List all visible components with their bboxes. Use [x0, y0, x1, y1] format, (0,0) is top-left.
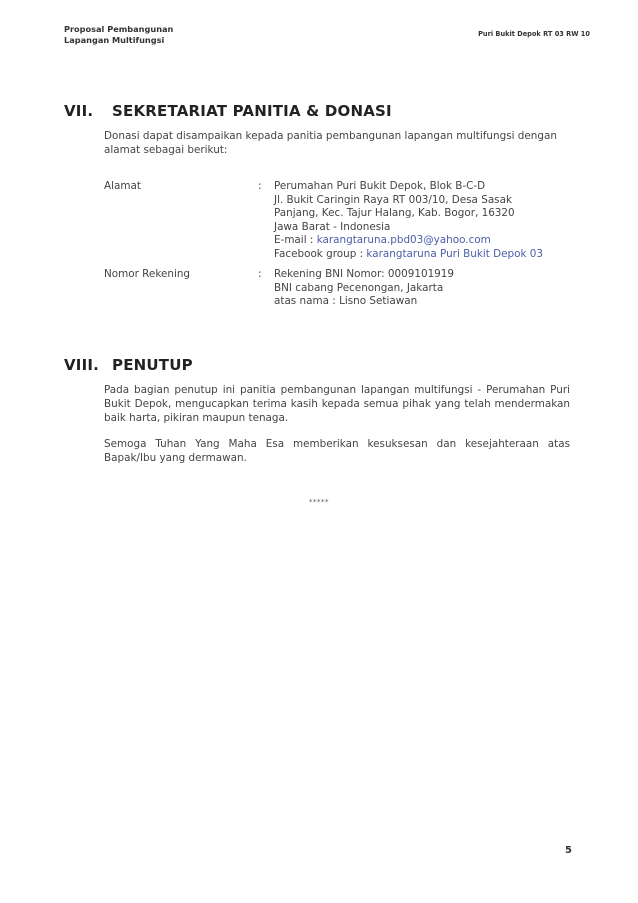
facebook-link[interactable]: karangtaruna Puri Bukit Depok 03	[366, 247, 544, 260]
section-7-title: SEKRETARIAT PANITIA & DONASI	[112, 102, 392, 120]
address-line: Panjang, Kec. Tajur Halang, Kab. Bogor, 16320	[274, 207, 515, 220]
header-title	[64, 24, 173, 46]
section-8-title: PENUTUP	[112, 356, 193, 374]
facebook-prefix: Facebook group :	[274, 247, 367, 260]
section-8-heading	[64, 356, 193, 374]
donation-intro: Donasi dapat disampaikan kepada panitia pembangunan lapangan multifungsi dengan alamat sebagai berikut:	[104, 130, 557, 156]
section-7-number: VII.	[64, 102, 94, 120]
section-8-number: VIII.	[64, 356, 100, 374]
header-title-line1: Proposal Pembangunan	[64, 24, 174, 34]
account-line: BNI cabang Pecenongan, Jakarta	[274, 281, 444, 294]
email-line	[274, 234, 584, 248]
address-colon: :	[258, 180, 262, 192]
closing-paragraph-2: Semoga Tuhan Yang Maha Esa memberikan kesuksesan dan kesejahteraan atas Bapak/Ibu yang dermawan.	[104, 438, 570, 464]
address-line: Jl. Bukit Caringin Raya RT 003/10, Desa Sasak	[274, 193, 512, 206]
closing-paragraph-1: Pada bagian penutup ini panitia pembangunan lapangan multifungsi - Perumahan Puri Bukit Depok, mengucapkan terima kasih kepada semua pihak yang telah mendermakan baik harta, pikiran maupun tenaga.	[104, 384, 570, 424]
address-line: Perumahan Puri Bukit Depok, Blok B-C-D	[274, 180, 486, 192]
end-separator: *****	[309, 498, 329, 506]
page-number: 5	[565, 845, 572, 856]
account-line: atas nama : Lisno Setiawan	[274, 295, 418, 308]
account-label: Nomor Rekening	[104, 268, 191, 280]
address-line: Jawa Barat - Indonesia	[274, 220, 391, 233]
facebook-line	[274, 248, 584, 262]
account-colon: :	[258, 268, 262, 280]
address-value	[274, 180, 584, 262]
email-prefix: E-mail :	[274, 234, 317, 247]
header-title-line2: Lapangan Multifungsi	[64, 35, 165, 45]
account-line: Rekening BNI Nomor: 0009101919	[274, 268, 455, 280]
header-location: Puri Bukit Depok RT 03 RW 10	[478, 30, 590, 38]
section-7-heading	[64, 102, 392, 120]
email-link[interactable]: karangtaruna.pbd03@yahoo.com	[316, 234, 491, 247]
account-value	[274, 268, 584, 309]
address-label: Alamat	[104, 180, 141, 192]
